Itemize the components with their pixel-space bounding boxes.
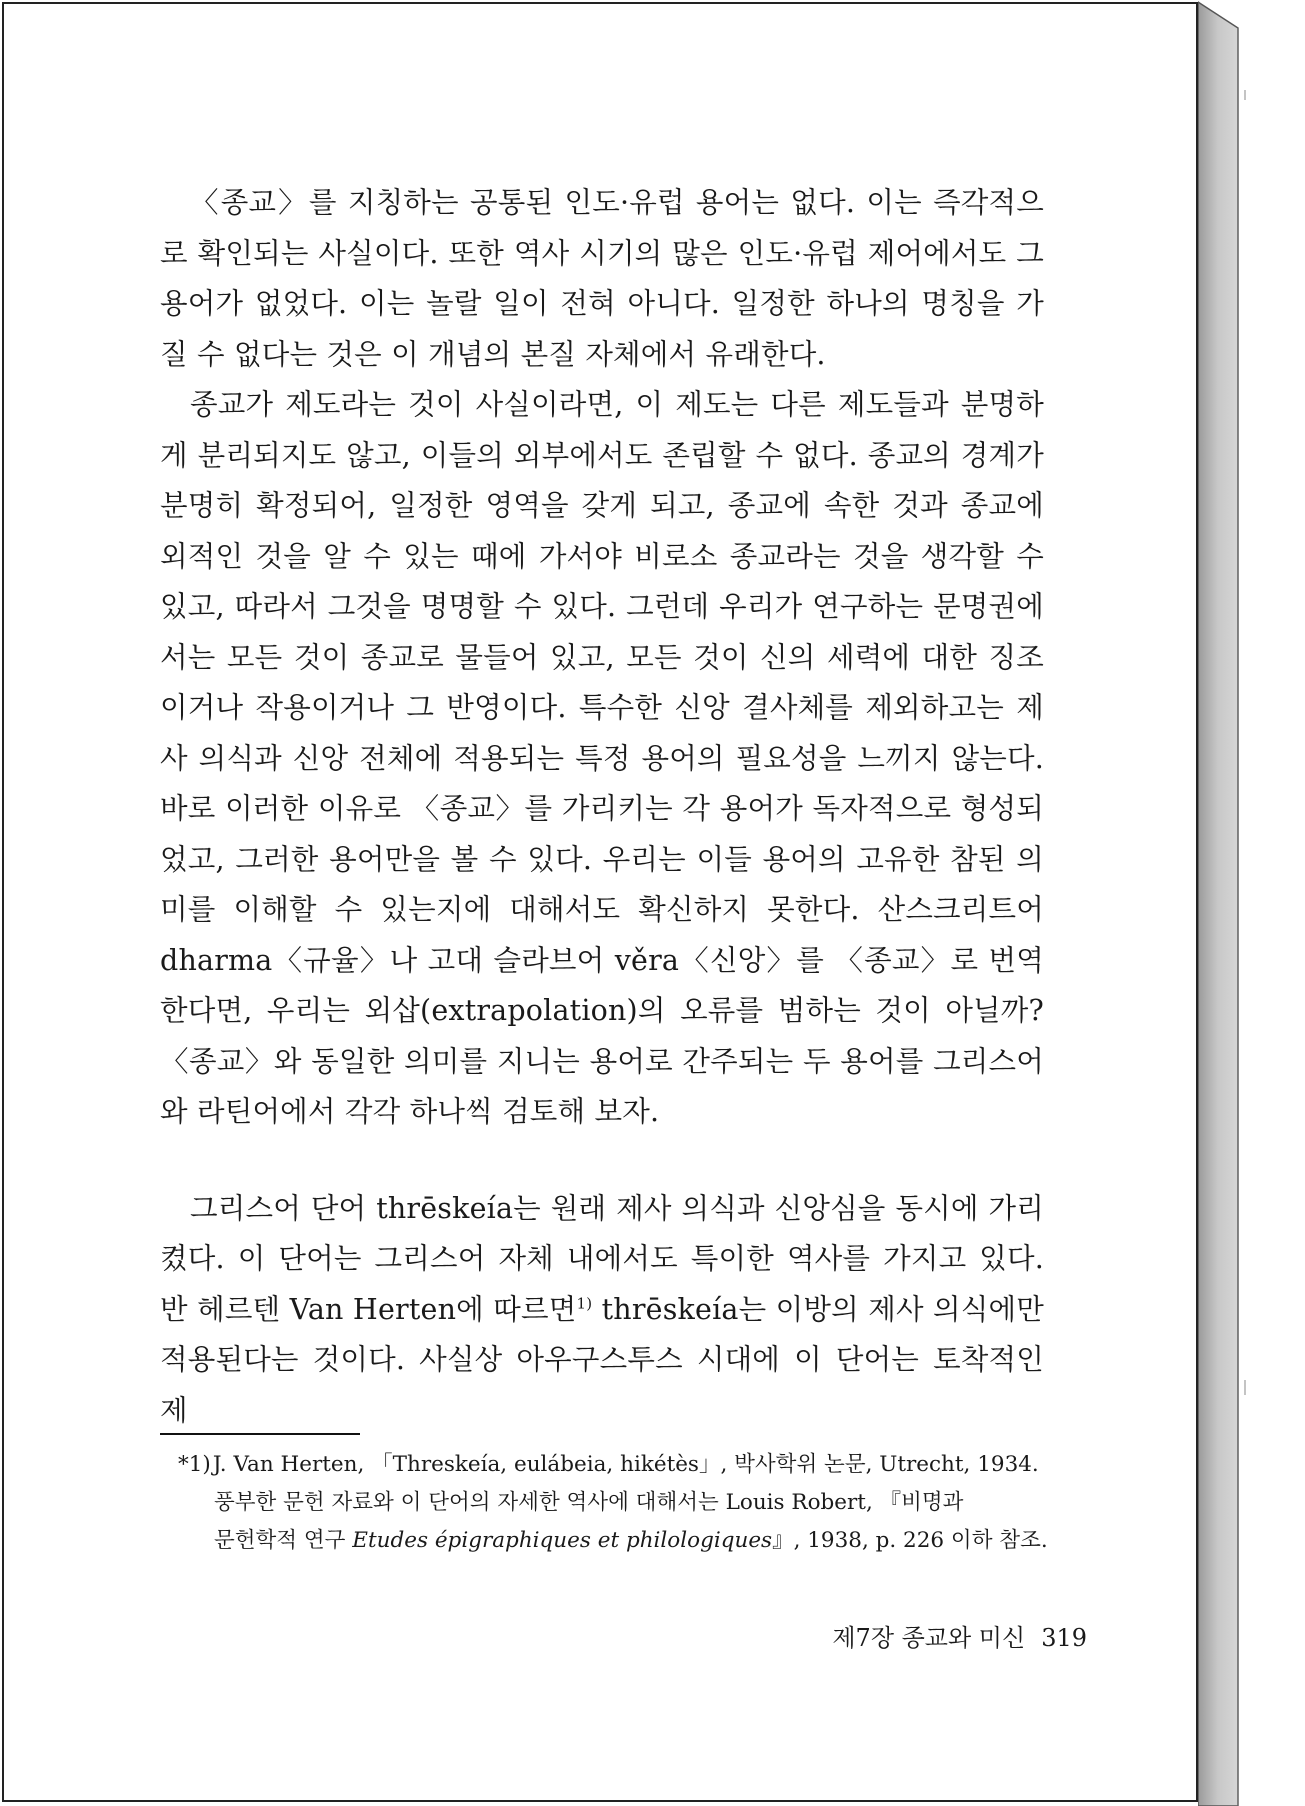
body-text: [160, 178, 1044, 1436]
footnote: [178, 1446, 1058, 1560]
paragraph-text: thrēskeía는 이방의 제사 의식에만 적용된다는 것이다. 사실상 아우구스투스 시대에 이 단어는 토착적인 제: [160, 1292, 1044, 1427]
footnote-line: [178, 1522, 1058, 1560]
body-paragraph: 〈종교〉를 지칭하는 공통된 인도·유럽 용어는 없다. 이는 즉각적으로 확인되는 사실이다. 또한 역사 시기의 많은 인도·유럽 제어에서도 그 용어가 없었다. 이는 놀랄 일이 전혀 아니다. 일정한 하나의 명칭을 가질 수 없다는 것은 이 개념의 본질 자체에서 유래한다.: [160, 186, 1044, 371]
page-edge-graphic: [1198, 0, 1250, 1806]
chapter-title: 제7장 종교와 미신: [832, 1624, 1026, 1652]
page-number: 319: [1041, 1624, 1087, 1652]
footnote-line: 풍부한 문헌 자료와 이 단어의 자세한 역사에 대해서는 Louis Robert, 『비명과: [214, 1490, 964, 1515]
footnote-text: 』, 1938, p. 226 이하 참조.: [772, 1528, 1048, 1553]
footnote-marker: *1): [178, 1452, 211, 1477]
page-block-edge: [1198, 0, 1250, 1806]
book-title: Etudes épigraphiques et philologiques: [352, 1528, 773, 1553]
body-paragraph: [160, 1184, 1044, 1437]
running-footer: [832, 1618, 1087, 1653]
footnote-reference[interactable]: 1): [576, 1294, 593, 1312]
footnote-text: 문헌학적 연구: [214, 1528, 353, 1553]
body-paragraph: 종교가 제도라는 것이 사실이라면, 이 제도는 다른 제도들과 분명하게 분리되지도 않고, 이들의 외부에서도 존립할 수 없다. 종교의 경계가 분명히 확정되어, 일정한 영역을 갖게 되고, 종교에 속한 것과 종교에 외적인 것을 알 수 있는 때에 가서야 비로소 종교라는 것을 생각할 수 있고, 따라서 그것을 명명할 수 있다. 그런데 우리가 연구하는 문명권에서는 모든 것이 종교로 물들어 있고, 모든 것이 신의 세력에 대한 징조이거나 작용이거나 그 반영이다. 특수한 신앙 결사체를 제외하고는 제사 의식과 신앙 전체에 적용되는 특정 용어의 필요성을 느끼지 않는다. 바로 이러한 이유로 〈종교〉를 가리키는 각 용어가 독자적으로 형성되었고, 그러한 용어만을 볼 수 있다. 우리는 이들 용어의 고유한 참된 의미를 이해할 수 있는지에 대해서도 확신하지 못한다. 산스크리트어 dharma〈규율〉나 고대 슬라브어 věra〈신앙〉를 〈종교〉로 번역한다면, 우리는 외삽(extrapolation)의 오류를 범하는 것이 아닐까? 〈종교〉와 동일한 의미를 지니는 용어로 간주되는 두 용어를 그리스어와 라틴어에서 각각 하나씩 검토해 보자.: [160, 388, 1044, 1128]
footnote-line: [178, 1446, 1058, 1484]
paragraph-text: 그리스어 단어 thrēskeía는 원래 제사 의식과 신앙심을 동시에 가리켰다. 이 단어는 그리스어 자체 내에서도 특이한 역사를 가지고 있다. 반 헤르텐 Van Herten에 따르면: [160, 1191, 1044, 1326]
footnote-divider: [160, 1433, 360, 1435]
footnote-text: J. Van Herten, 「Threskeía, eulábeia, hikétès」, 박사학위 논문, Utrecht, 1934.: [212, 1452, 1039, 1477]
